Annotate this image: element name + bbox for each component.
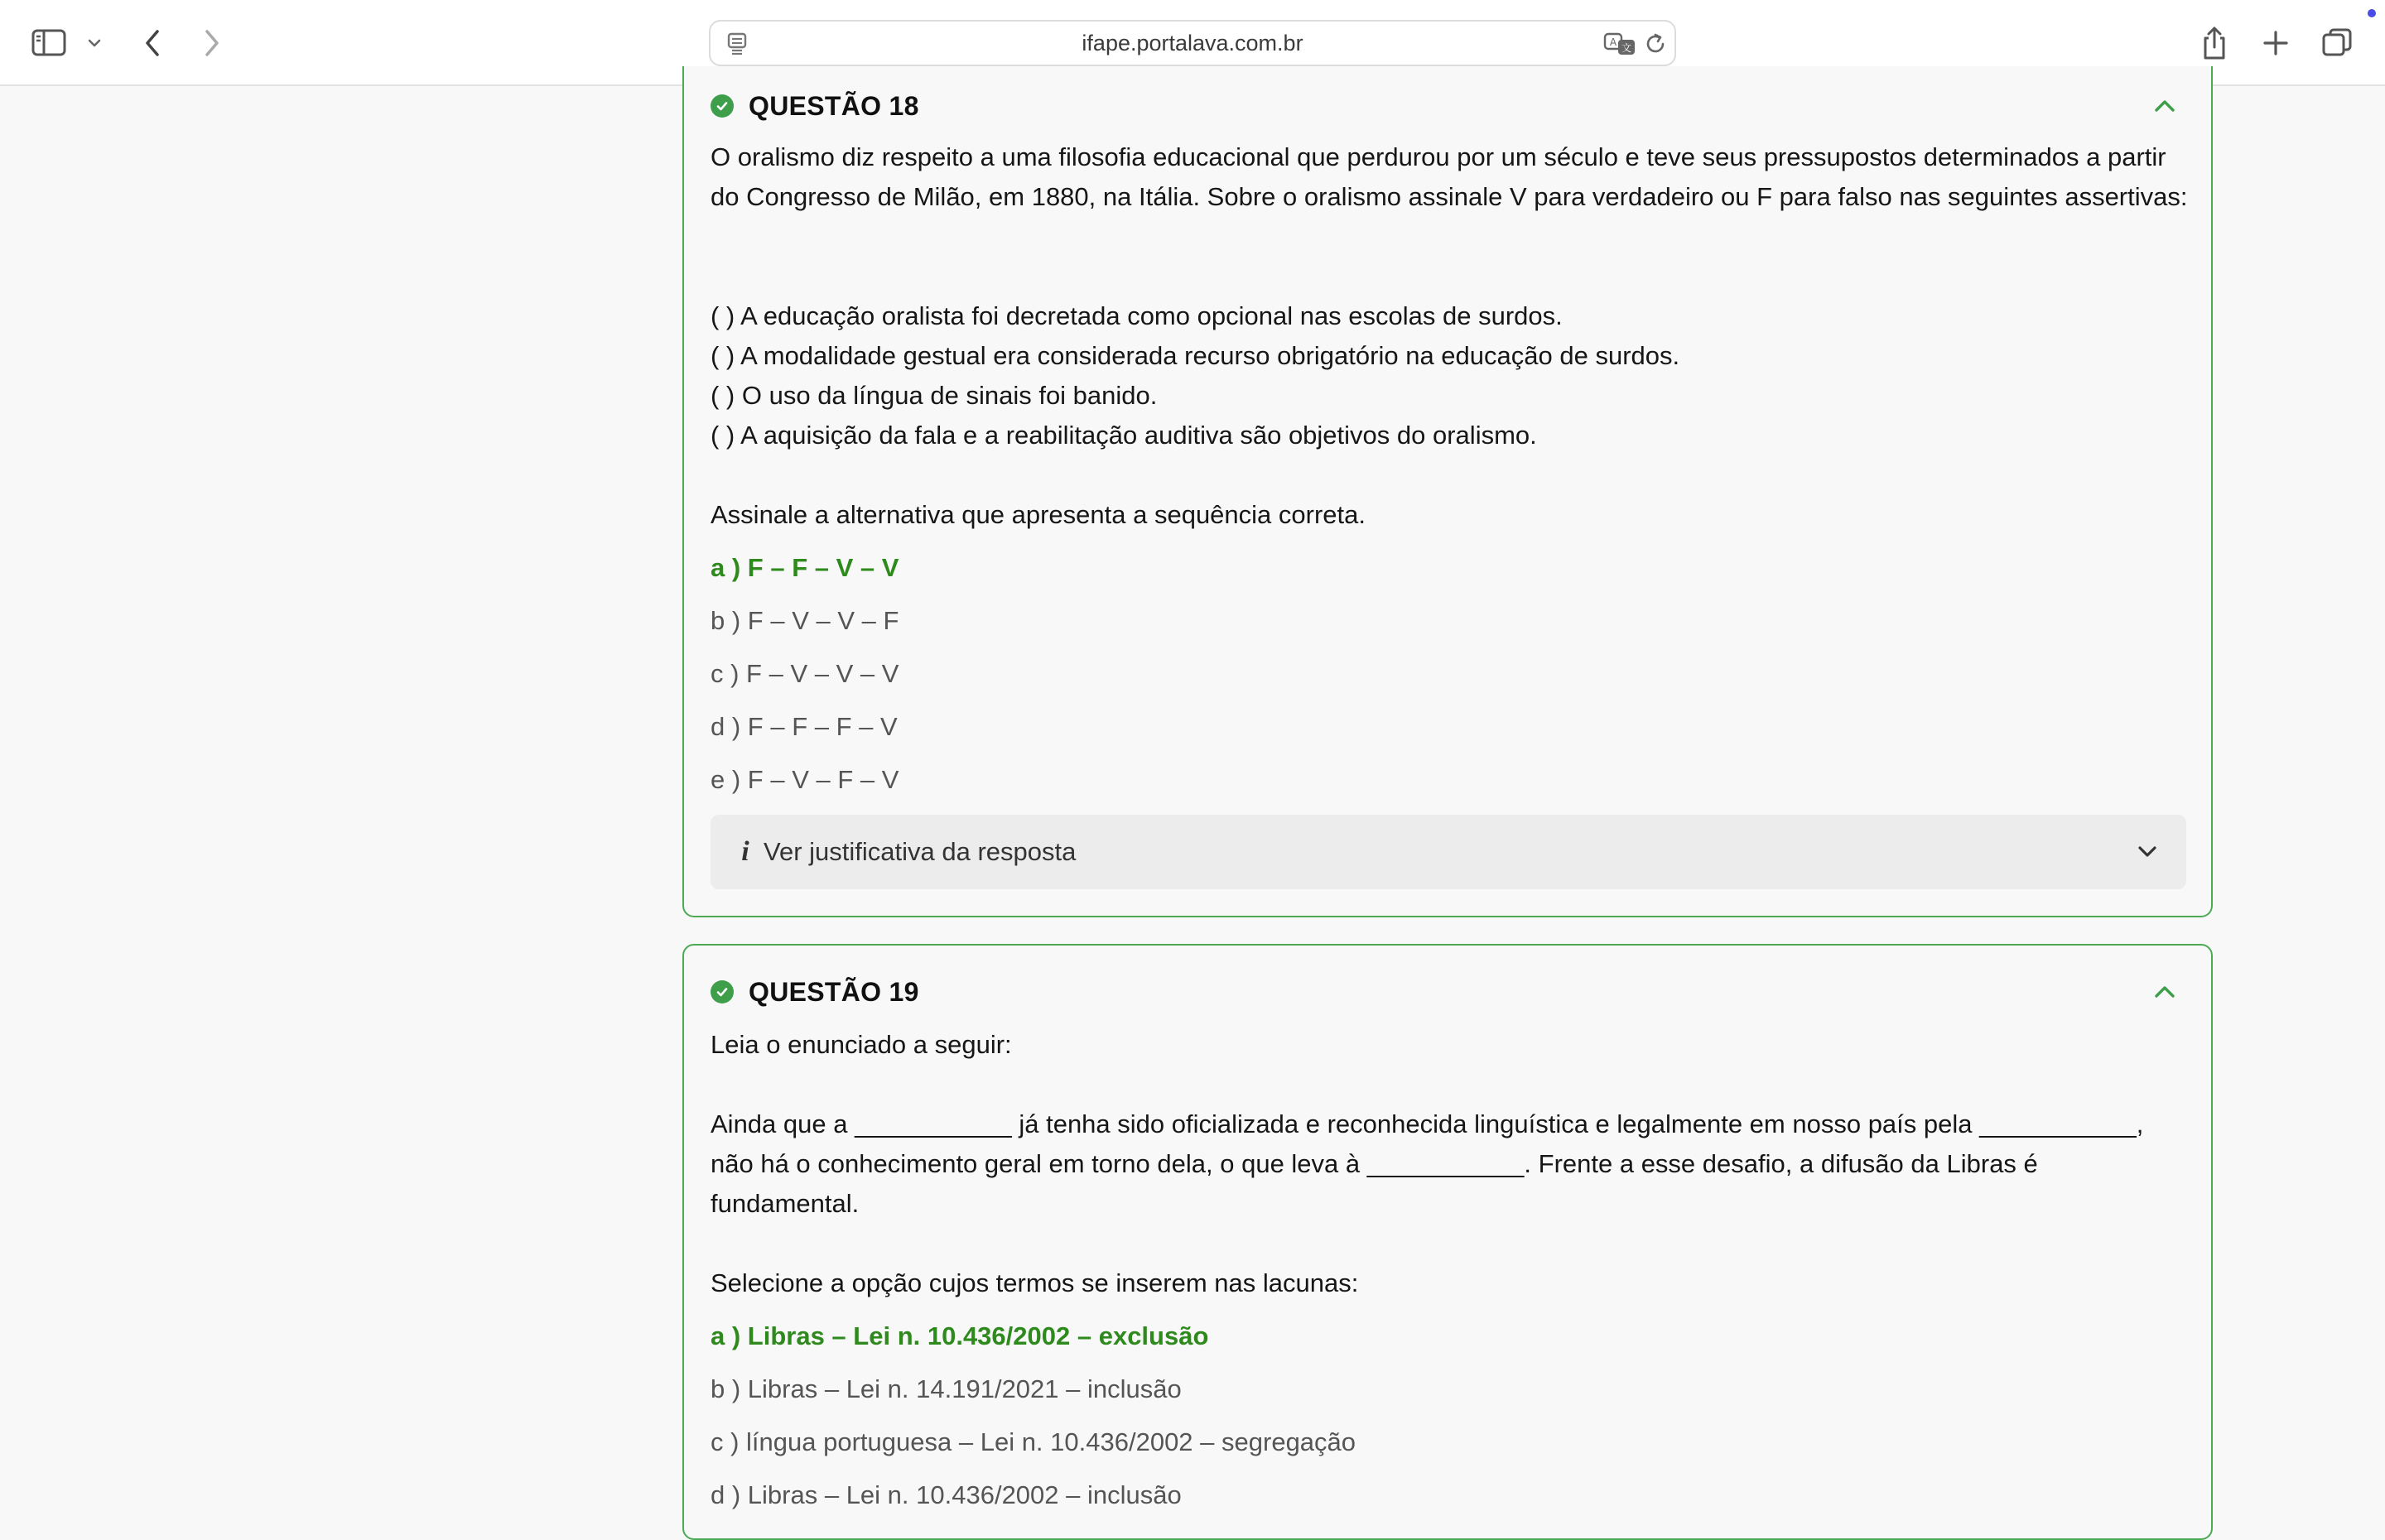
back-icon[interactable] bbox=[131, 22, 174, 65]
question-card-18 bbox=[682, 66, 2213, 917]
address-bar[interactable] bbox=[709, 20, 1676, 66]
answer-option-a[interactable]: a ) Libras – Lei n. 10.436/2002 – exclusão bbox=[711, 1321, 1209, 1350]
chevron-up-icon[interactable] bbox=[2150, 91, 2180, 121]
question-card-19 bbox=[682, 944, 2213, 1540]
forward-icon[interactable] bbox=[190, 22, 234, 65]
assertion-item: ( ) A modalidade gestual era considerada recurso obrigatório na educação de surdos. bbox=[711, 341, 1680, 370]
assertion-item: ( ) A educação oralista foi decretada como opcional nas escolas de surdos. bbox=[711, 301, 1563, 330]
question-instruction: Assinale a alternativa que apresenta a sequência correta. bbox=[711, 500, 1366, 529]
question-statement: O oralismo diz respeito a uma filosofia educacional que perdurou por um século e teve seus pressupostos determinados a partir do Congresso de Milão, em 1880, na Itália. Sobre o oralismo assinale V para verdadeiro ou F para falso nas seguintes assertivas: bbox=[711, 142, 2188, 211]
justification-label[interactable]: Ver justificativa da resposta bbox=[764, 837, 1077, 866]
question-header[interactable] bbox=[711, 88, 919, 124]
question-title: QUESTÃO 18 bbox=[749, 90, 919, 121]
assertion-item: ( ) O uso da língua de sinais foi banido. bbox=[711, 381, 1158, 410]
share-icon[interactable] bbox=[2193, 22, 2236, 65]
answer-option-e[interactable]: e ) F – V – F – V bbox=[711, 765, 899, 794]
reload-icon[interactable] bbox=[1643, 31, 1668, 60]
answer-option-d[interactable]: d ) F – F – F – V bbox=[711, 712, 898, 741]
check-circle-icon bbox=[711, 980, 734, 1003]
answer-option-b[interactable]: b ) F – V – V – F bbox=[711, 606, 899, 635]
svg-text:A: A bbox=[1609, 36, 1617, 48]
question-statement: Ainda que a ___________ já tenha sido oficializada e reconhecida linguística e legalmente em nosso país pela ___________, não há o conhecimento geral em torno dela, o que leva à ___________. Frente a esse desafio, a difusão da Libras é fundamental. bbox=[711, 1109, 2144, 1218]
assertion-item: ( ) A aquisição da fala e a reabilitação auditiva são objetivos do oralismo. bbox=[711, 421, 1537, 450]
chevron-down-icon[interactable] bbox=[2133, 838, 2161, 870]
question-intro: Leia o enunciado a seguir: bbox=[711, 1030, 1012, 1059]
check-circle-icon bbox=[711, 94, 734, 118]
answer-option-c[interactable]: c ) F – V – V – V bbox=[711, 659, 899, 688]
chevron-down-icon[interactable] bbox=[76, 22, 113, 65]
notification-dot bbox=[2368, 9, 2376, 17]
tab-overview-icon[interactable] bbox=[2315, 22, 2358, 65]
svg-text:文: 文 bbox=[1621, 42, 1632, 54]
question-instruction: Selecione a opção cujos termos se inserem nas lacunas: bbox=[711, 1268, 1359, 1297]
info-icon: i bbox=[741, 836, 749, 867]
answer-option-c[interactable]: c ) língua portuguesa – Lei n. 10.436/2002 – segregação bbox=[711, 1427, 1356, 1456]
new-tab-icon[interactable] bbox=[2254, 22, 2297, 65]
chevron-up-icon[interactable] bbox=[2150, 977, 2180, 1007]
justification-toggle[interactable] bbox=[711, 815, 2186, 889]
question-title: QUESTÃO 19 bbox=[749, 976, 919, 1007]
answer-option-b[interactable]: b ) Libras – Lei n. 14.191/2021 – inclusão bbox=[711, 1374, 1182, 1403]
sidebar-toggle-icon[interactable] bbox=[28, 22, 71, 65]
translate-icon[interactable] bbox=[1603, 31, 1636, 60]
question-header[interactable] bbox=[711, 974, 919, 1010]
answer-option-d[interactable]: d ) Libras – Lei n. 10.436/2002 – inclusão bbox=[711, 1480, 1182, 1509]
url-text[interactable]: ifape.portalava.com.br bbox=[1082, 31, 1303, 55]
answer-option-a[interactable]: a ) F – F – V – V bbox=[711, 553, 899, 582]
